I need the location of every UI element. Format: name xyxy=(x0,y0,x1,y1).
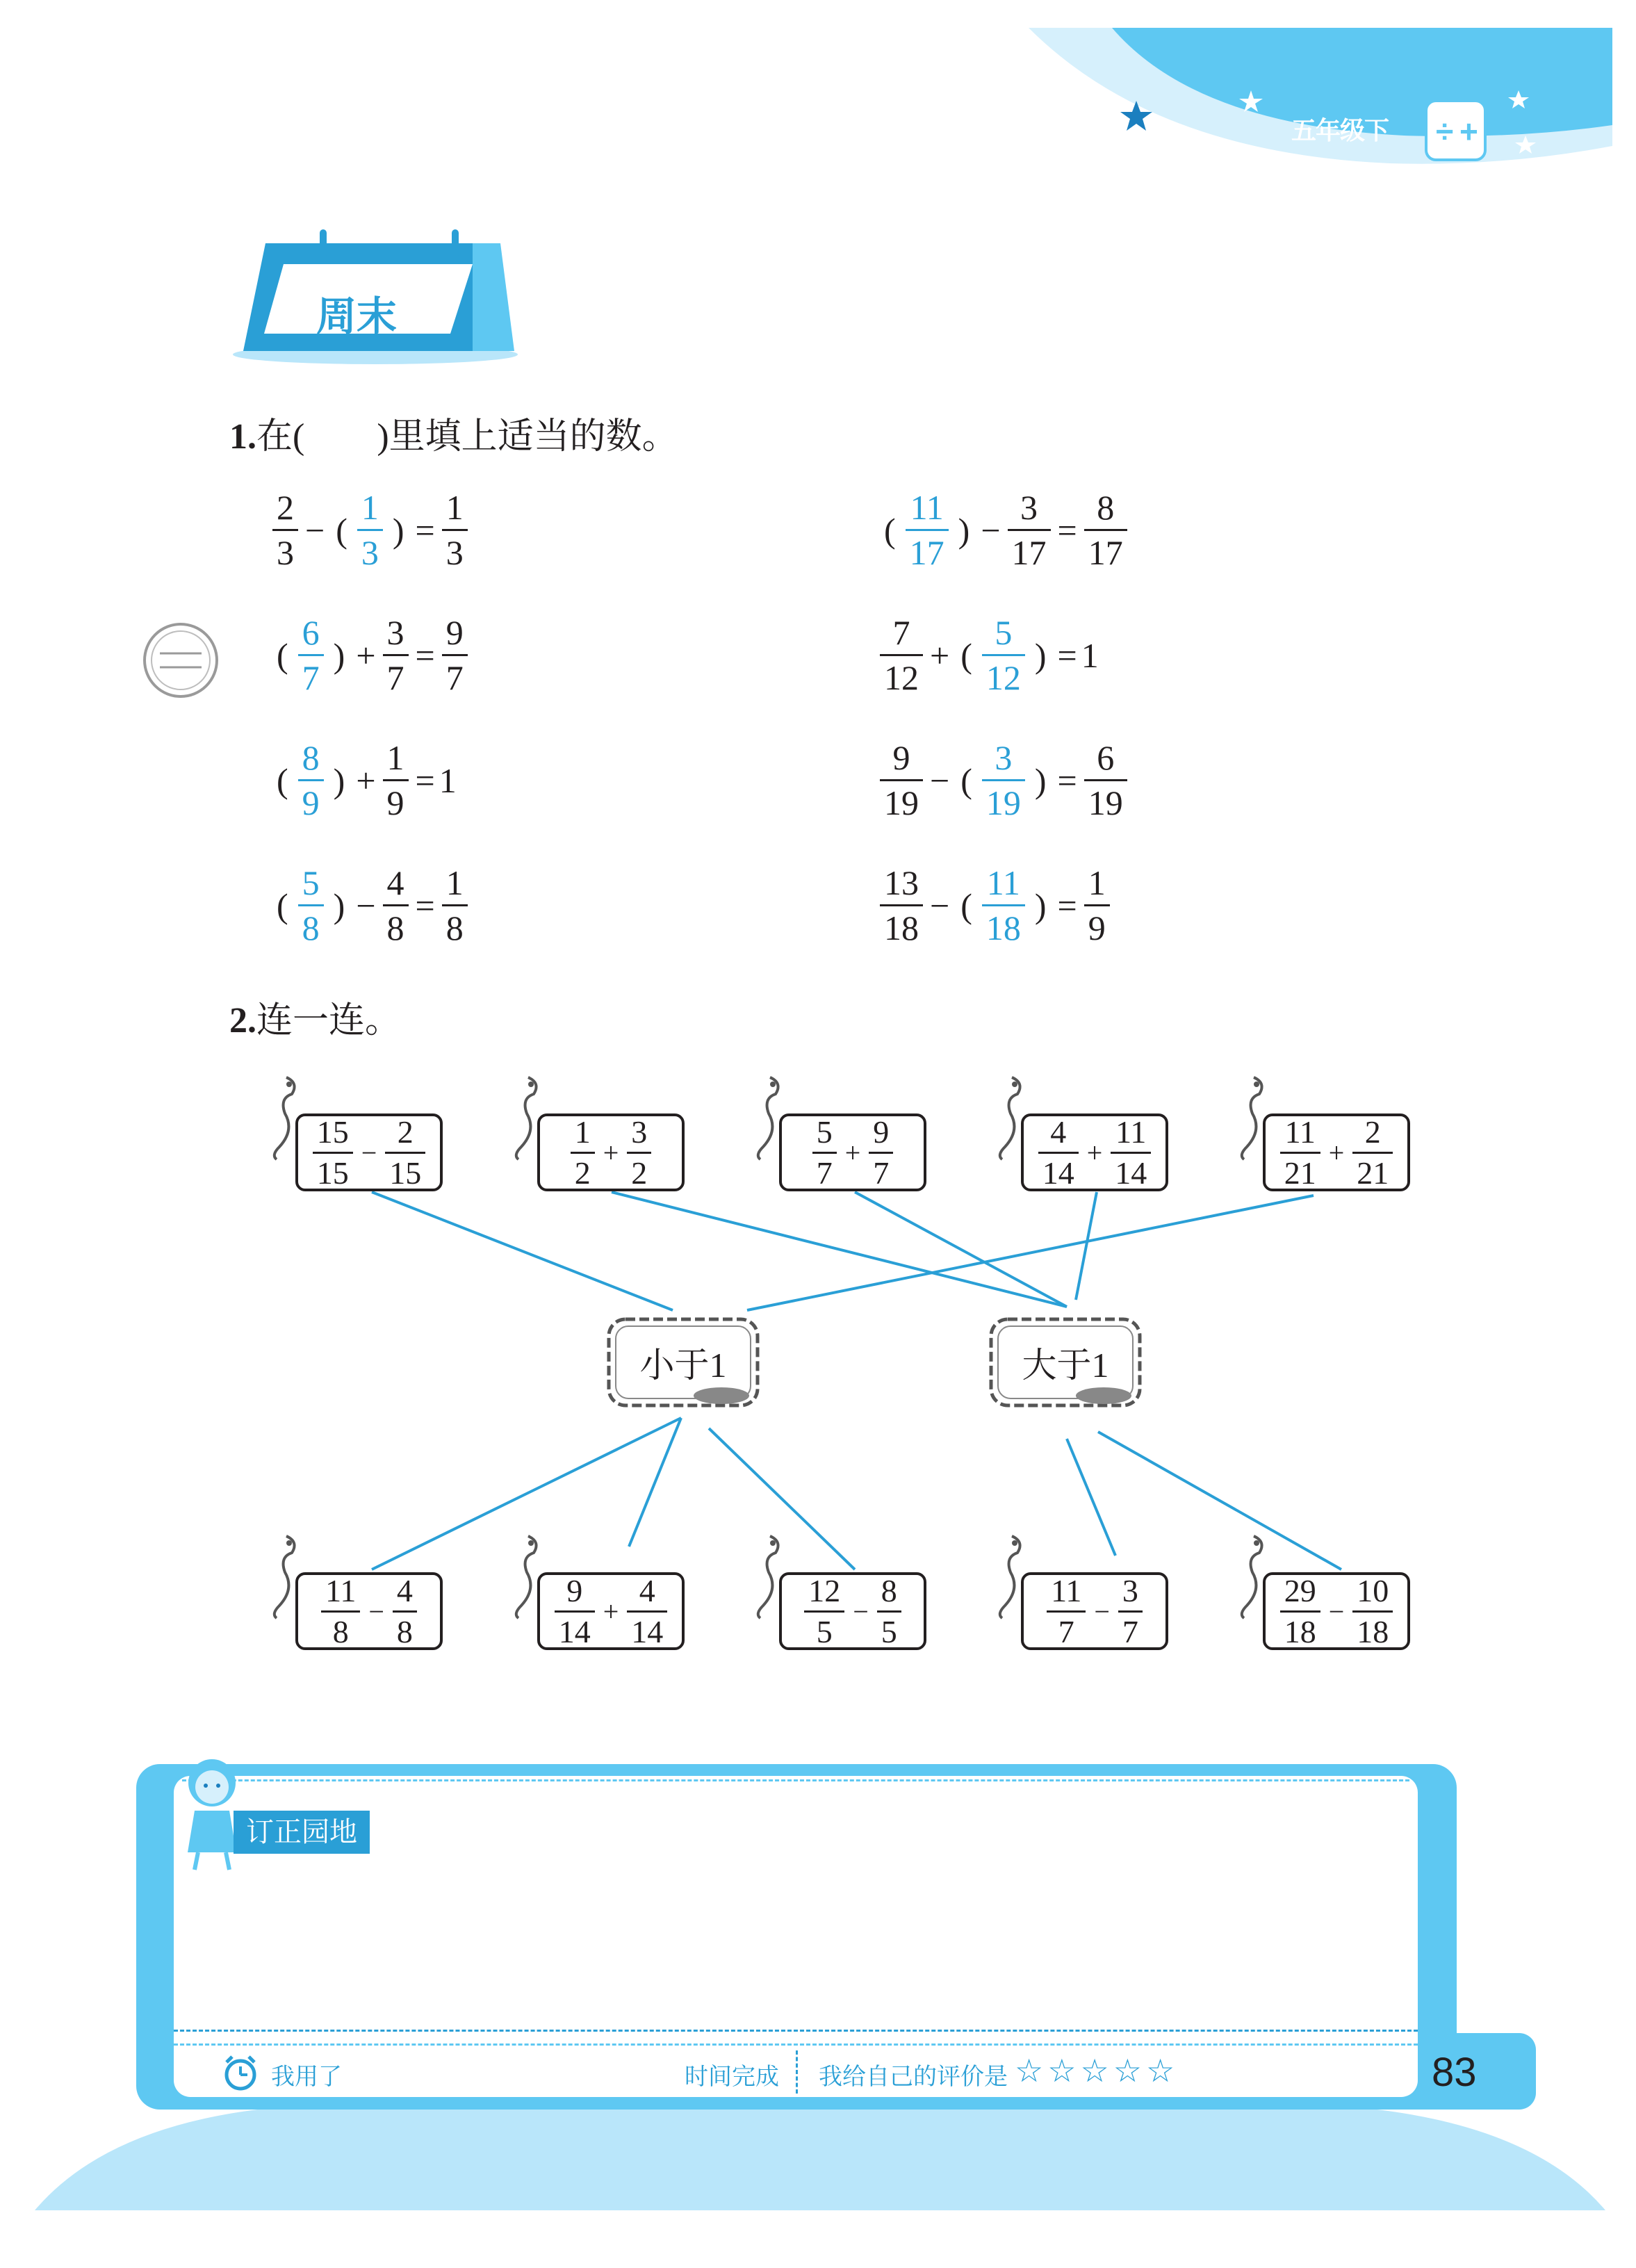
expression-box[interactable]: $\frac{12}{5}$ − $\frac{8}{5}$ xyxy=(779,1572,926,1650)
expression-box[interactable]: $\frac{15}{15}$ − $\frac{2}{15}$ xyxy=(295,1113,443,1191)
seahorse-icon xyxy=(259,1529,300,1620)
seahorse-icon xyxy=(742,1529,784,1620)
q1-equation: ( $\frac{8}{9}$ ) + $\frac{1}{9}$ = 1 xyxy=(277,738,457,822)
answer-blank[interactable]: $\frac{8}{9}$ xyxy=(298,740,324,820)
page-number: 83 xyxy=(1432,2050,1477,2095)
answer-blank[interactable]: $\frac{5}{12}$ xyxy=(982,615,1025,695)
dashed-top xyxy=(182,1779,1409,1781)
q1-equation: $\frac{13}{18}$ − ( $\frac{11}{18}$ ) = $\frac{1}{9}$ xyxy=(877,865,1113,945)
grade-label: 五年级下 xyxy=(1291,116,1389,145)
category-less-than-1[interactable] xyxy=(603,1314,763,1411)
seahorse-icon xyxy=(259,1070,300,1161)
expression-box[interactable]: $\frac{11}{21}$ + $\frac{2}{21}$ xyxy=(1263,1113,1410,1191)
seahorse-icon xyxy=(984,1529,1026,1620)
answer-blank[interactable]: $\frac{6}{7}$ xyxy=(298,615,324,695)
q1-number: 1. xyxy=(229,417,256,457)
dashed-divider-2 xyxy=(174,2043,1418,2046)
category-label: 大于1 xyxy=(1022,1346,1109,1385)
q1-equation: $\frac{7}{12}$ + ( $\frac{5}{12}$ ) = 1 xyxy=(877,615,1099,695)
answer-blank[interactable]: $\frac{1}{3}$ xyxy=(357,490,383,570)
q1-equation: $\frac{9}{19}$ − ( $\frac{3}{19}$ ) = $\frac{6}{19}$ xyxy=(877,740,1130,820)
self-rating-label: 我给自己的评价是 xyxy=(819,2064,1008,2090)
q1-equation: ( $\frac{5}{8}$ ) − $\frac{4}{8}$ = $\frac{1}{8}$ xyxy=(270,865,471,945)
alarm-clock-icon xyxy=(221,2054,260,2093)
q1-equation: ( $\frac{6}{7}$ ) + $\frac{3}{7}$ = $\frac{9}{7}$ xyxy=(270,615,471,695)
expression-box[interactable]: $\frac{4}{14}$ + $\frac{11}{14}$ xyxy=(1021,1113,1168,1191)
svg-text:÷: ÷ xyxy=(1436,113,1454,149)
time-input[interactable] xyxy=(354,2057,674,2088)
expression-box[interactable]: $\frac{5}{7}$ + $\frac{9}{7}$ xyxy=(779,1113,926,1191)
category-label: 小于1 xyxy=(639,1346,727,1385)
answer-blank[interactable]: $\frac{3}{19}$ xyxy=(982,740,1025,820)
expression-box[interactable]: $\frac{11}{8}$ − $\frac{4}{8}$ xyxy=(295,1572,443,1650)
q2-number: 2. xyxy=(229,1001,256,1041)
seahorse-icon xyxy=(500,1070,542,1161)
time-used-label: 我用了 xyxy=(271,2064,342,2090)
star-rating[interactable]: ☆☆☆☆☆ xyxy=(1015,2053,1179,2089)
expression-box[interactable]: $\frac{11}{7}$ − $\frac{3}{7}$ xyxy=(1021,1572,1168,1650)
expression-box[interactable]: $\frac{9}{14}$ + $\frac{4}{14}$ xyxy=(537,1572,685,1650)
q1-equation: $\frac{2}{3}$ − ( $\frac{1}{3}$ ) = $\frac{1}{3}$ xyxy=(270,490,471,570)
q1-equation: ( $\frac{11}{17}$ ) − $\frac{3}{17}$ = $\frac{8}{17}$ xyxy=(877,490,1130,570)
q1-text: 在( )里填上适当的数。 xyxy=(256,417,678,457)
seahorse-icon xyxy=(500,1529,542,1620)
category-greater-than-1[interactable] xyxy=(985,1314,1145,1411)
answer-blank[interactable]: $\frac{11}{18}$ xyxy=(982,865,1025,945)
svg-text:+: + xyxy=(1459,113,1478,149)
dashed-divider xyxy=(174,2030,1418,2032)
seahorse-icon xyxy=(742,1070,784,1161)
seahorse-icon xyxy=(984,1070,1026,1161)
vertical-dashed-divider xyxy=(796,2050,798,2094)
answer-blank[interactable]: $\frac{11}{17}$ xyxy=(906,490,949,570)
seahorse-icon xyxy=(1226,1529,1268,1620)
expression-box[interactable]: $\frac{29}{18}$ − $\frac{10}{18}$ xyxy=(1263,1572,1410,1650)
answer-blank[interactable]: $\frac{5}{8}$ xyxy=(298,865,324,945)
expression-box[interactable]: $\frac{1}{2}$ + $\frac{3}{2}$ xyxy=(537,1113,685,1191)
correction-label: 订正园地 xyxy=(234,1811,370,1854)
section-tag: 周末 xyxy=(316,294,398,339)
time-complete-label: 时间完成 xyxy=(685,2064,779,2090)
seahorse-icon xyxy=(1226,1070,1268,1161)
q2-text: 连一连。 xyxy=(256,1001,402,1041)
